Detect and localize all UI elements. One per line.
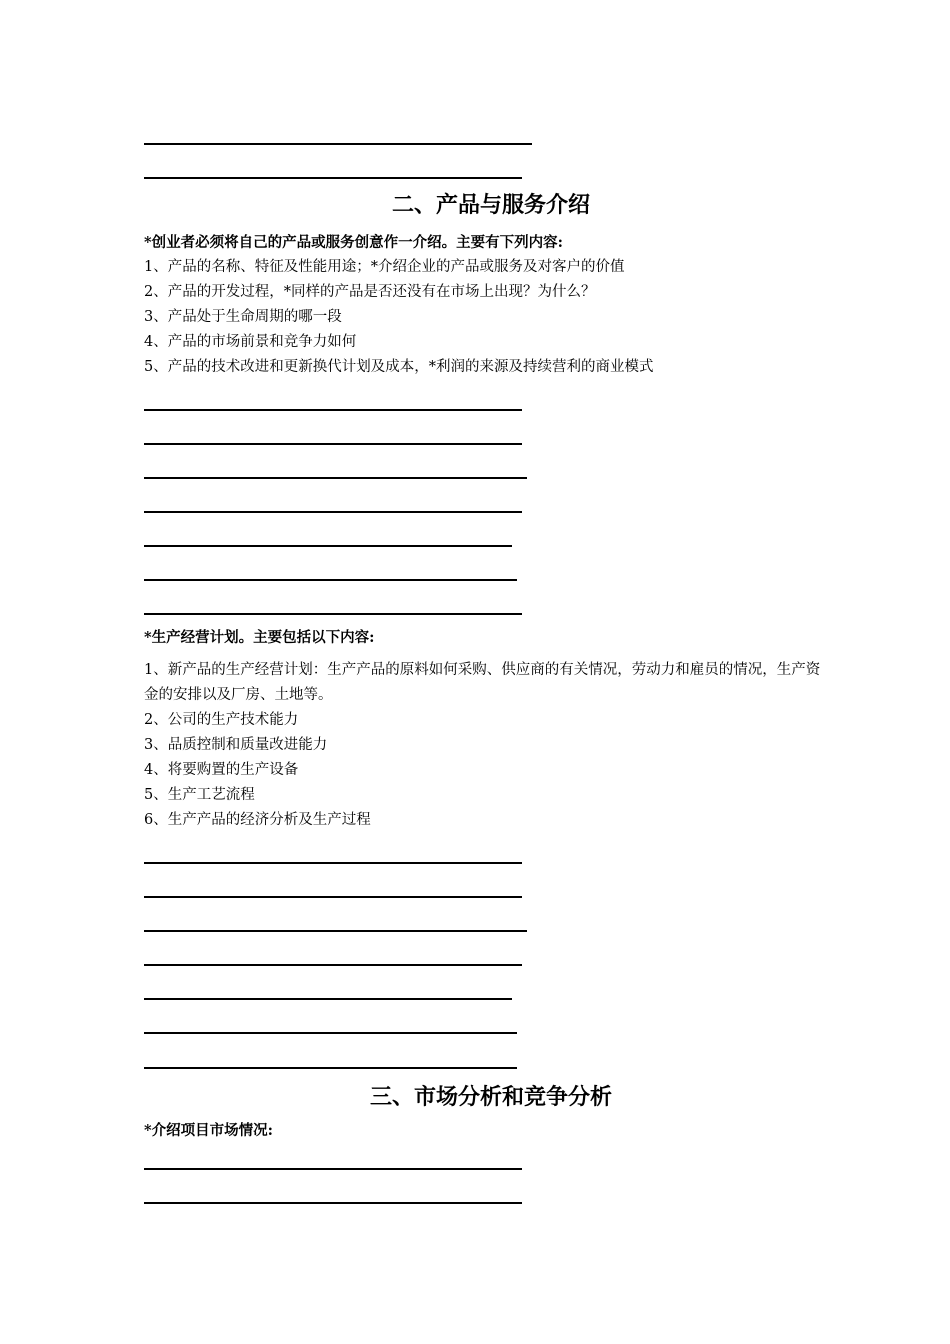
blank-line bbox=[144, 1202, 522, 1204]
blank-line bbox=[144, 579, 517, 581]
blank-line bbox=[144, 1067, 517, 1069]
list-item: 5、产品的技术改进和更新换代计划及成本，*利润的来源及持续营利的商业模式 bbox=[144, 359, 654, 375]
blank-line bbox=[144, 545, 512, 547]
blank-line bbox=[144, 862, 522, 864]
blank-line bbox=[144, 896, 522, 898]
list-item: 5、生产工艺流程 bbox=[144, 787, 255, 803]
products-intro: *创业者必须将自己的产品或服务创意作一介绍。主要有下列内容: bbox=[144, 234, 563, 251]
blank-line bbox=[144, 930, 527, 932]
blank-line bbox=[144, 1032, 517, 1034]
blank-line bbox=[144, 511, 522, 513]
market-intro: *介绍项目市场情况: bbox=[144, 1122, 273, 1139]
blank-line bbox=[144, 477, 527, 479]
list-item: 1、产品的名称、特征及性能用途；*介绍企业的产品或服务及对客户的价值 bbox=[144, 259, 625, 275]
section-title-market: 三、市场分析和竞争分析 bbox=[369, 1084, 612, 1110]
blank-line bbox=[144, 443, 522, 445]
list-item: 4、产品的市场前景和竞争力如何 bbox=[144, 334, 357, 350]
section-title-products: 二、产品与服务介绍 bbox=[391, 192, 590, 218]
blank-line bbox=[144, 964, 522, 966]
blank-line bbox=[144, 1168, 522, 1170]
blank-line bbox=[144, 998, 512, 1000]
list-item: 1、新产品的生产经营计划：生产产品的原料如何采购、供应商的有关情况，劳动力和雇员的情况，生产资金的安排以及厂房、土地等。 bbox=[144, 662, 821, 703]
list-item: 4、将要购置的生产设备 bbox=[144, 762, 299, 778]
production-intro: *生产经营计划。主要包括以下内容: bbox=[144, 629, 375, 646]
list-item: 6、生产产品的经济分析及生产过程 bbox=[144, 812, 371, 828]
list-item: 3、品质控制和质量改进能力 bbox=[144, 737, 328, 753]
blank-line bbox=[144, 613, 522, 615]
blank-line bbox=[144, 143, 532, 145]
blank-line bbox=[144, 177, 522, 179]
list-item: 2、公司的生产技术能力 bbox=[144, 712, 299, 728]
blank-line bbox=[144, 409, 522, 411]
list-item: 2、产品的开发过程，*同样的产品是否还没有在市场上出现？为什么？ bbox=[144, 284, 596, 300]
list-item: 3、产品处于生命周期的哪一段 bbox=[144, 309, 342, 325]
